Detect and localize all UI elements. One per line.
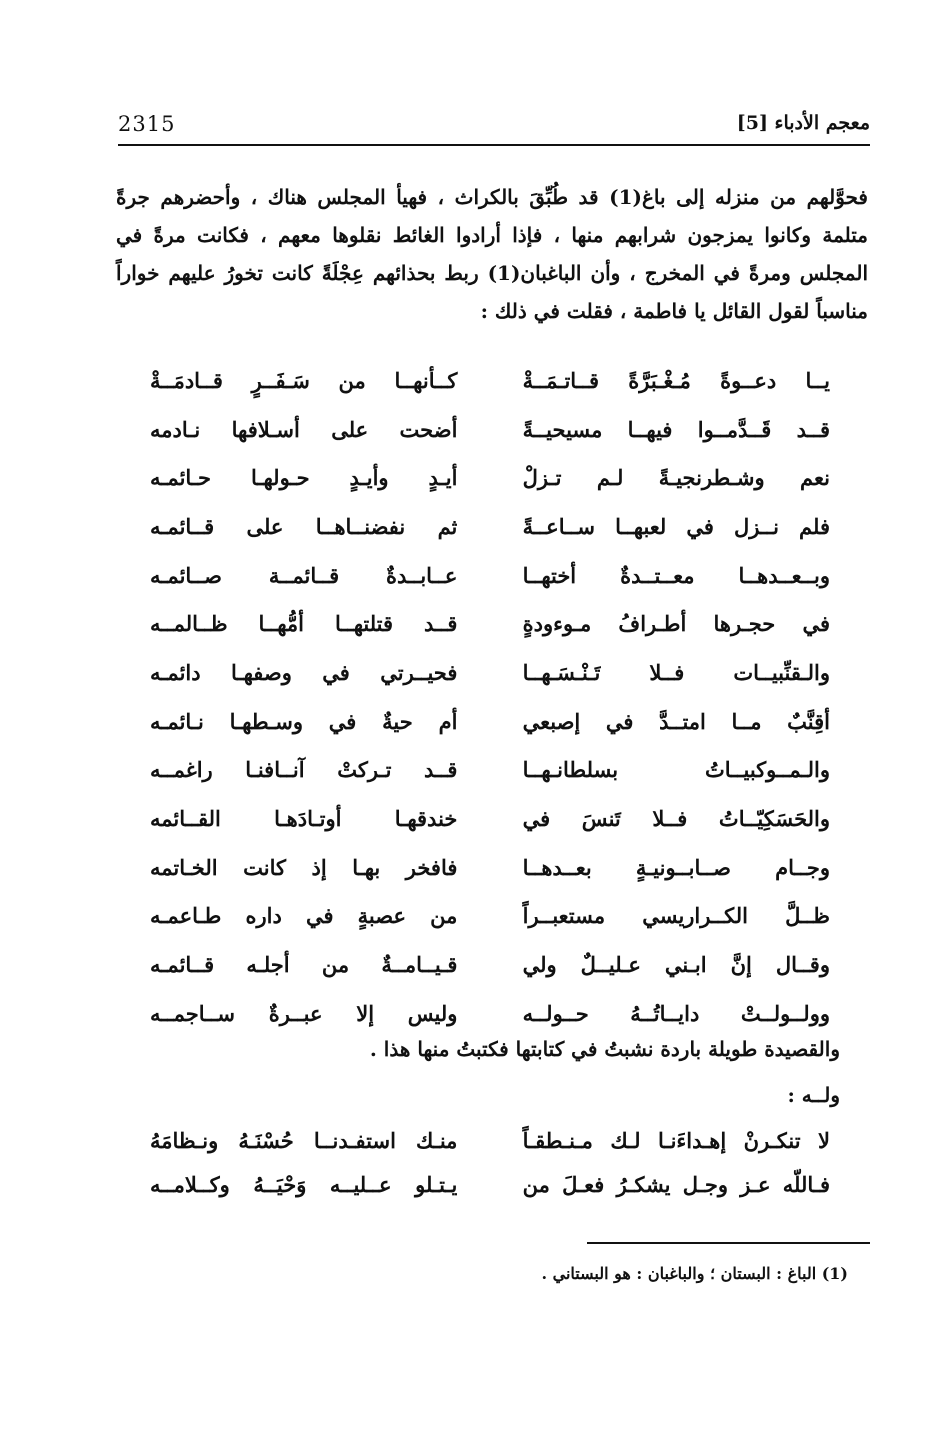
verse-second-hemistich: يـتـلو عــليــه وَحْيَــهُ وكــلامــه bbox=[150, 1171, 458, 1197]
verse-line bbox=[150, 453, 830, 502]
verse-second-hemistich: وليس إلا عبــرةٌ ســاجمــه bbox=[150, 1000, 458, 1026]
verse-line bbox=[150, 843, 830, 892]
verse-line bbox=[150, 405, 830, 454]
verse-second-hemistich: قــد قتلتهــا أمُّهــا ظــالمــه bbox=[150, 611, 458, 637]
page-number: 2315 bbox=[118, 112, 176, 136]
verse-line bbox=[150, 794, 830, 843]
verse-second-hemistich: أضحت على أسـلافها نـادمه bbox=[150, 416, 458, 442]
verse-line bbox=[150, 1162, 830, 1206]
verse-line bbox=[150, 551, 830, 600]
verse-second-hemistich: قـيــامــةٌ من أجلـه قــائمـه bbox=[150, 952, 458, 978]
verse-second-hemistich: خندقهـا أوتـادَهـا القــائمه bbox=[150, 806, 458, 832]
verse-line bbox=[150, 1118, 830, 1162]
verse-line bbox=[150, 356, 830, 405]
header-divider bbox=[118, 144, 870, 146]
verse-line bbox=[150, 940, 830, 989]
verse-first-hemistich: نعم وشـطرنجيـةً لـم تـزلْ bbox=[522, 465, 830, 491]
verse-second-hemistich: أيـدٍ وأيـدٍ حـولهـا حـائمـه bbox=[150, 465, 458, 491]
verse-first-hemistich: فلم نــزل في لعبهــا ســاعــةً bbox=[522, 513, 830, 539]
verse-second-hemistich: ثم نفضنــاهــا على قــائمـه bbox=[150, 513, 458, 539]
verse-second-hemistich: أم حيةٌ في وسـطهـا نـائمـه bbox=[150, 708, 458, 734]
verse-first-hemistich: فـاللّه عـز وجـل يشكـرُ فعـلَ من bbox=[522, 1171, 830, 1197]
poem-2 bbox=[150, 1118, 830, 1206]
verse-second-hemistich: من عصبةٍ في داره طـاعمـه bbox=[150, 903, 458, 929]
verse-second-hemistich: عــابــدةٌ قــائمــة صــائمـه bbox=[150, 562, 458, 588]
verse-second-hemistich: فحيــرتي في وصفهـا دائمـه bbox=[150, 659, 458, 685]
verse-first-hemistich: أقِنَّبٌ مــا امتــدَّ في إصبعي bbox=[522, 708, 830, 734]
verse-first-hemistich: وولــولــتْ دايــاتُــهُ حــولــه bbox=[522, 1000, 830, 1026]
verse-second-hemistich: قــد تـركتْ آنــافنـا راغمــه bbox=[150, 757, 458, 783]
verse-first-hemistich: والـمــوكبيــاتُ بسلطانـهــا bbox=[522, 757, 830, 783]
verse-line bbox=[150, 502, 830, 551]
paragraph-lahu: ولــه : bbox=[787, 1083, 840, 1107]
verse-line bbox=[150, 892, 830, 941]
verse-second-hemistich: فافخر بهـا إذ كانت الخـاتمه bbox=[150, 854, 458, 880]
verse-first-hemistich: والحَسَكِيّــاتُ فــلا تَنسَ في bbox=[522, 806, 830, 832]
verse-first-hemistich: وجــام صــابــونيـةٍ بعــدهــا bbox=[522, 854, 830, 880]
verse-second-hemistich: كــأنهــا من سَـفَــرٍ قــادمَــةْ bbox=[150, 367, 458, 393]
verse-first-hemistich: يــا دعــوةً مُـغْـبَرَّةً قــاتـمَــةْ bbox=[522, 367, 830, 393]
verse-first-hemistich: وبــعــدهــا معــتــدةٌ أختهــا bbox=[522, 562, 830, 588]
footnote-divider bbox=[587, 1242, 870, 1244]
paragraph-intro: فحوَّلهم من منزله إلى باغ(1) قد طُبِّقَ بالكراث ، فهيأ المجلس هناك ، وأحضرهم جرةً متلمة وكانوا يمزجون شرابهم منها ، فإذا أرادوا الغائط نقلوها معهم ، فكانت مرةً في المجلس ومرةً في المخرج ، وأن الباغبان(1) ربط بحذائهم عِجْلَةً كانت تخورُ عليهم خواراً مناسباً لقول القائل يا فاطمة ، فقلت في ذلك : bbox=[116, 185, 868, 323]
verse-first-hemistich: وقــال إنَّ ابـني عـليــلٌ ولي bbox=[522, 952, 830, 978]
running-title: معجم الأدباء [5] bbox=[736, 112, 870, 134]
verse-first-hemistich: لا تنكـرنْ إهـداءَنـا لـك مـنـطقـاً bbox=[522, 1127, 830, 1153]
verse-second-hemistich: منـك استفـدنــا حُسْنَـهُ ونـظامَهُ bbox=[150, 1127, 458, 1153]
verse-first-hemistich: والـقنِّبيــات فــلا تَـنْـسَـهــا bbox=[522, 659, 830, 685]
verse-line bbox=[150, 648, 830, 697]
verse-line bbox=[150, 746, 830, 795]
verse-first-hemistich: ظــلَّ الكــراريسي مستعبــراً bbox=[522, 903, 830, 929]
verse-line bbox=[150, 697, 830, 746]
verse-line bbox=[150, 599, 830, 648]
footnote: (1) الباغ : البستان ؛ والباغبان : هو البستاني . bbox=[541, 1264, 848, 1283]
verse-first-hemistich: قــد قَــدَّمــوا فيهــا مسيحيــةً bbox=[522, 416, 830, 442]
poem-1 bbox=[150, 356, 830, 1038]
verse-first-hemistich: في حجـرها أطـرافُ مـوءودةٍ bbox=[522, 611, 830, 637]
paragraph-comment: والقصيدة طويلة باردة نشبتُ في كتابتها فكتبتُ منها هذا . bbox=[369, 1037, 840, 1061]
page-header bbox=[118, 112, 870, 144]
